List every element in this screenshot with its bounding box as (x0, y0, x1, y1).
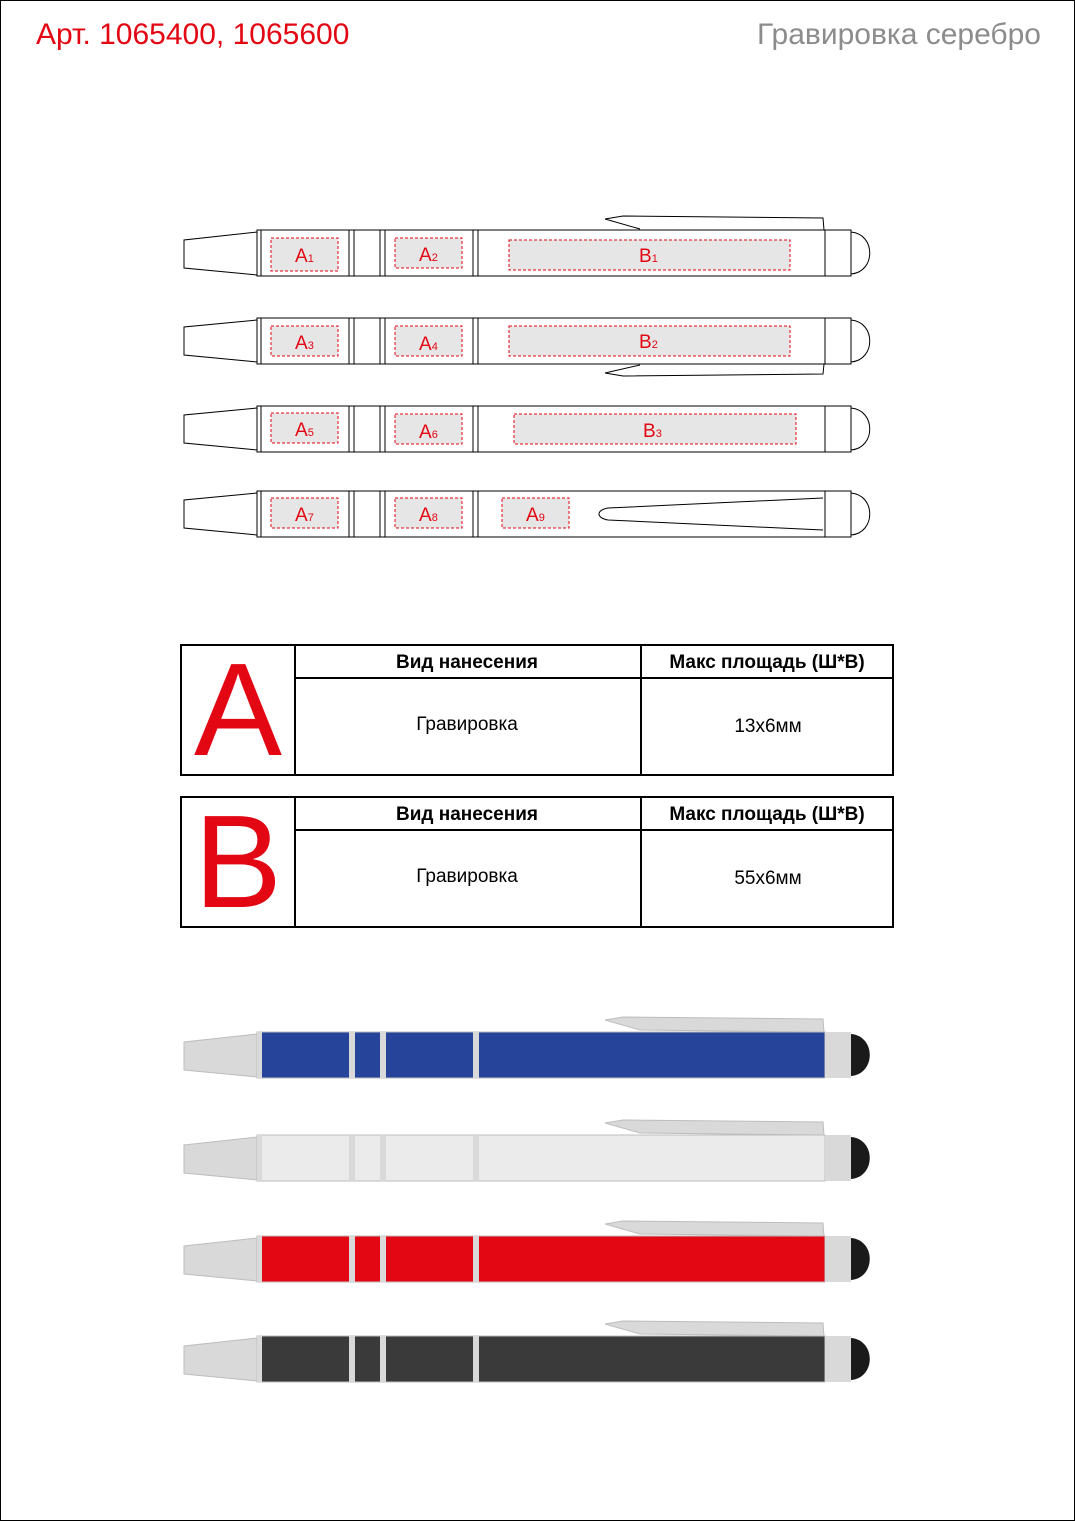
stylus-tip (851, 1137, 870, 1179)
pen-body (257, 1032, 825, 1078)
method-value: Гравировка (416, 866, 518, 887)
zone-label-a1: A1 (295, 246, 314, 267)
zone-label-a9: A9 (526, 505, 545, 526)
zone-label-a4: A4 (419, 334, 438, 355)
pen-end-cap (825, 1236, 851, 1282)
pen-ring (380, 1336, 386, 1382)
pen-ring (349, 1032, 355, 1078)
colored-pen-4 (184, 1321, 870, 1382)
method-header: Вид нанесения (294, 798, 640, 831)
pen-tip-cone (184, 1137, 257, 1180)
area-header: Макс площадь (Ш*В) (640, 798, 892, 831)
zone-label-b2: B2 (639, 332, 658, 353)
colored-pen-3 (184, 1221, 870, 1282)
pen-end-cap (825, 1336, 851, 1382)
engraving-method-title: Гравировка серебро (756, 18, 1041, 51)
zone-label-b1: B1 (639, 246, 658, 267)
zone-label-a7: A7 (295, 505, 314, 526)
pen-body (257, 1336, 825, 1382)
stylus-tip (851, 1238, 870, 1280)
area-value: 13х6мм (640, 679, 894, 774)
zone-label-b3: B3 (643, 421, 662, 442)
pen-body (257, 1135, 825, 1181)
zone-label-a8: A8 (419, 505, 438, 526)
pen-end-cap (825, 1032, 851, 1078)
area-value: 55х6мм (640, 831, 894, 926)
zone-label-a5: A5 (295, 420, 314, 441)
pen-clip (605, 1017, 824, 1032)
pen-ring (349, 1236, 355, 1282)
stylus-tip (851, 1338, 870, 1380)
pen-body (257, 1236, 825, 1282)
pen-ring (349, 1135, 355, 1181)
pen-ring (257, 1135, 262, 1181)
zone-label-a3: A3 (295, 333, 314, 354)
pen-tip-cone (184, 1034, 257, 1077)
pen-clip (605, 1120, 824, 1135)
article-number: Арт. 1065400, 1065600 (36, 18, 350, 51)
pen-clip (605, 1321, 824, 1336)
pen-clip (605, 1221, 824, 1236)
zone-b-big-letter: B (182, 798, 296, 926)
zone-a-big-letter: A (182, 646, 296, 774)
pen-ring (349, 1336, 355, 1382)
pen-ring (257, 1236, 262, 1282)
pen-ring (473, 1336, 479, 1382)
pen-end-cap (825, 1135, 851, 1181)
area-header: Макс площадь (Ш*В) (640, 646, 892, 679)
pen-ring (473, 1032, 479, 1078)
pen-ring (380, 1135, 386, 1181)
pen-ring (473, 1236, 479, 1282)
stylus-tip (851, 1034, 870, 1076)
pen-ring (257, 1336, 262, 1382)
pen-ring (380, 1236, 386, 1282)
pen-ring (380, 1032, 386, 1078)
pen-tip-cone (184, 1238, 257, 1281)
method-header: Вид нанесения (294, 646, 640, 679)
colored-pen-1 (184, 1017, 870, 1078)
zone-label-a2: A2 (419, 245, 438, 266)
pen-ring (257, 1032, 262, 1078)
pen-ring (473, 1135, 479, 1181)
pen-tip-cone (184, 1338, 257, 1381)
colored-pen-2 (184, 1120, 870, 1181)
method-value: Гравировка (416, 714, 518, 735)
zone-label-a6: A6 (419, 422, 438, 443)
